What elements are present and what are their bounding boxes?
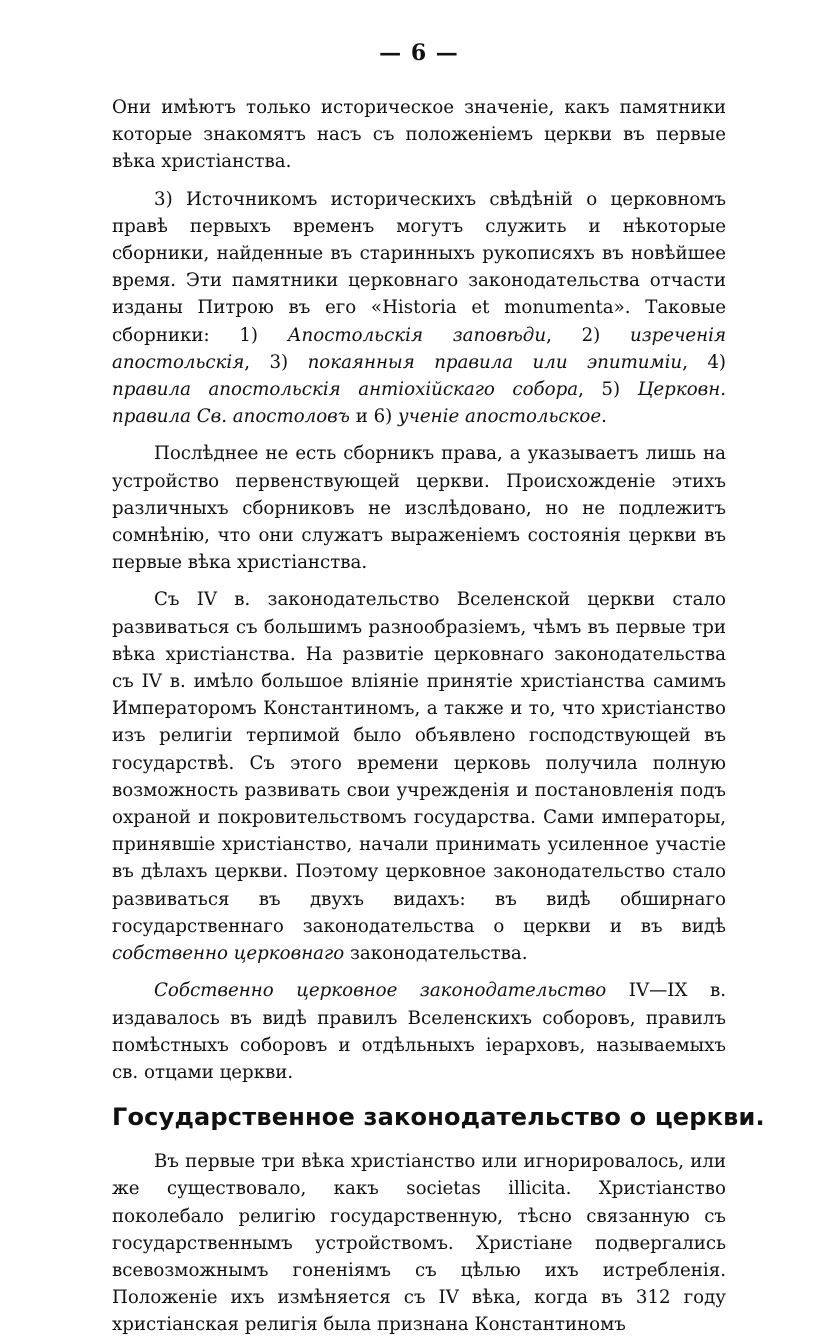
collection-item-3: покаянныя правила или эпитимiи xyxy=(307,351,683,373)
separator: , 3) xyxy=(244,351,308,373)
paragraph-historical-significance: Они имѣютъ только историческое значенiе, какъ памятники которые знакомятъ насъ съ положенiемъ церкви въ первые вѣка христiанства. xyxy=(112,97,726,173)
church-legislation-text: IV—IX в. издавалось въ видѣ правилъ Вселенскихъ соборовъ, правилъ помѣстныхъ соборовъ и отдѣльныхъ iерарховъ, называемыхъ св. отцами церкви. xyxy=(112,980,726,1083)
book-page xyxy=(112,36,765,1336)
paragraph-fourth-century xyxy=(112,586,726,967)
fourth-century-text: Съ IV в. законодательство Вселенской церкви стало развиваться съ большимъ разнообразiемъ, чѣмъ въ первые три вѣка христiанства. На развитiе церковнаго законодательства съ IV в. имѣло большое влiянiе принятiе христiанства самимъ Императоромъ Константиномъ, а также и то, что христiанство изъ религiи терпимой было объявлено господствующей въ государствѣ. Съ этого времени церковь получила полную возможность развивать свои учрежденiя и постановленiя подъ охраной и покровительствомъ государства. Сами императоры, принявшiе христiанство, начали принимать усиленное участiе въ дѣлахъ церкви. Поэтому церковное законодательство стало развиваться въ двухъ видахъ: въ видѣ обширнаго государственнаго законодательства о церкви и въ видѣ xyxy=(112,589,726,937)
collection-item-2: изреченiя апостольскiя xyxy=(112,324,726,373)
paragraph-sources-collections xyxy=(112,186,726,431)
sources-text: 3) Источникомъ историческихъ свѣдѣнiй о церковномъ правѣ первыхъ временъ могутъ служить и нѣкоторые сборники, найденные въ старинныхъ рукописяхъ въ новѣйшее время. Эти памятники церковнаго законодательства отчасти изданы Питрою въ его «Historia et monumenta». Таковые сборники: 1) xyxy=(112,188,726,346)
section-heading: Государственное законодательство о церкви. xyxy=(112,1103,765,1132)
collection-item-4: правила апостольскiя антiохiйскаго собора xyxy=(112,379,579,401)
own-church-legislation-term: собственно церковнаго xyxy=(112,943,345,965)
collection-item-6: ученiе апостольское xyxy=(398,406,602,428)
page-number: — 6 — xyxy=(379,40,459,66)
separator: , 2) xyxy=(546,324,631,346)
separator: и 6) xyxy=(349,406,399,428)
paragraph-end: законодательства. xyxy=(344,943,528,965)
paragraph-church-legislation xyxy=(112,977,726,1086)
collection-item-1: Апостольскiя заповѣди xyxy=(287,324,547,346)
paragraph-end: . xyxy=(601,406,607,428)
separator: , 4) xyxy=(682,351,727,373)
paragraph-last-collection: Послѣднее не есть сборникъ права, а указываетъ лишь на устройство первенствующей церкви. Происхожденiе этихъ различныхъ сборниковъ не изслѣдовано, но не подлежитъ сомнѣнiю, что они служатъ выраженiемъ состоянiя церкви въ первые вѣка христiанства. xyxy=(112,443,726,574)
paragraph-first-centuries: Въ первые три вѣка христiанство или игнорировалось, или же существовало, какъ societas illicita. Христiанство поколебало религiю государственную, тѣсно связанную съ государственнымъ устройствомъ. Христiане подвергались всевозможнымъ гоненiямъ съ цѣлью ихъ истребленiя. Положенiе ихъ измѣняется съ IV вѣка, когда въ 312 году христiанская религiя была признана Константиномъ xyxy=(112,1151,726,1336)
separator: , 5) xyxy=(578,379,638,401)
collection-item-5: Церковн. правила Св. апостоловъ xyxy=(112,379,726,428)
church-legislation-term: Собственно церковное законодательство xyxy=(154,980,607,1002)
